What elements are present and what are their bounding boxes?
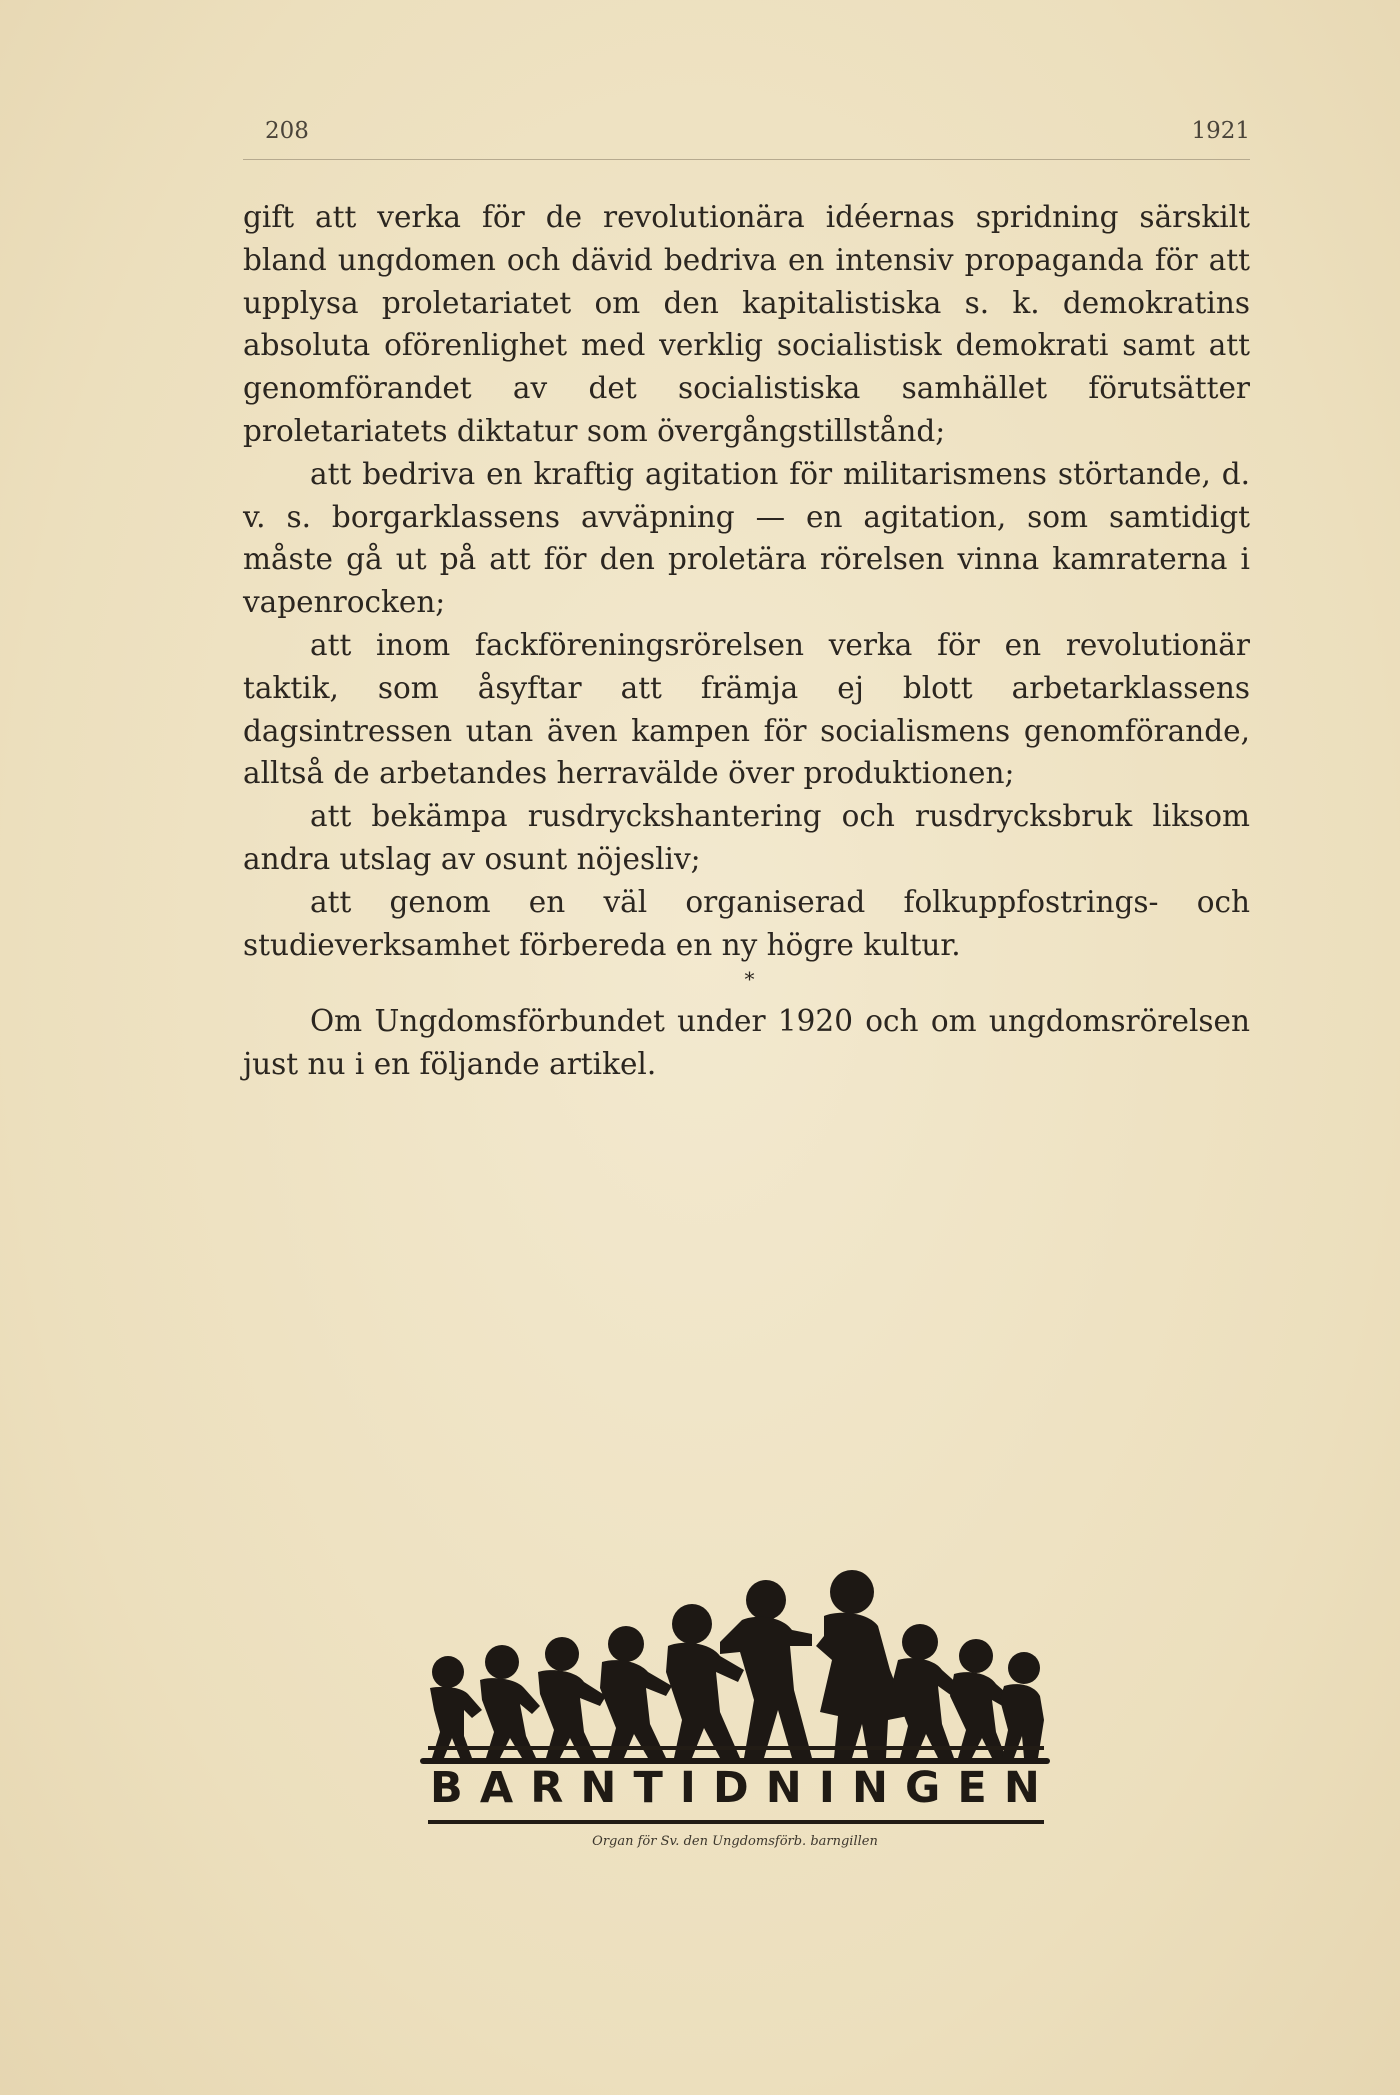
masthead-letter: N: [1003, 1763, 1040, 1813]
masthead-letter: N: [580, 1763, 617, 1813]
closing-note: Om Ungdomsförbundet under 1920 och om ungdomsrörelsen just nu i en följande artikel.: [243, 1004, 1250, 1082]
masthead-letter: N: [851, 1763, 888, 1813]
masthead-letter: R: [530, 1763, 564, 1813]
page-number: 208: [265, 118, 309, 144]
paragraph: att inom fackföreningsrörelsen verka för en revolutionär taktik, som åsyftar att främja ej blott arbetarklassens dagsintressen utan även kampen för socialismens genomförande, alltså de arbetandes herravälde över produktionen;: [243, 627, 1250, 791]
masthead-letter: A: [479, 1763, 514, 1813]
paragraph: att genom en väl organiserad folkuppfostrings- och studieverksamhet förbereda en ny högre kultur.: [243, 884, 1250, 962]
masthead-letter: B: [430, 1763, 463, 1813]
masthead-letter: E: [957, 1763, 987, 1813]
masthead-title: [420, 1758, 1050, 1818]
masthead-rule-bottom: [428, 1820, 1044, 1824]
paragraph: att bedriva en kraftig agitation för militarismens störtande, d. v. s. borgarklassens avväpning — en agitation, som samtidigt måste gå ut på att för den proletära rörelsen vinna kamraterna i vapenrocken;: [243, 456, 1250, 620]
masthead-subtitle: Organ för Sv. den Ungdomsförb. barngillen: [592, 1834, 878, 1849]
header-rule: [243, 159, 1250, 160]
page-header: [243, 118, 1250, 158]
article-body: [243, 196, 1250, 1086]
masthead-letter: D: [713, 1763, 749, 1813]
masthead-letter: N: [765, 1763, 802, 1813]
masthead-letter: I: [679, 1763, 696, 1813]
masthead-letter: T: [633, 1763, 663, 1813]
masthead-letter: G: [905, 1763, 941, 1813]
masthead-rule-top: [428, 1746, 1044, 1750]
masthead-letter: I: [818, 1763, 835, 1813]
paragraph: att bekämpa rusdryckshantering och rusdrycksbruk liksom andra utslag av osunt nöjesliv;: [243, 799, 1250, 876]
section-separator: *: [744, 967, 755, 992]
year-label: 1921: [1191, 118, 1250, 144]
paragraph: gift att verka för de revolutionära idéernas spridning särskilt bland ungdomen och dävid bedriva en intensiv propaganda för att upplysa proletariatet om den kapitalistiska s. k. demokratins absoluta oförenlighet med verklig socialistisk demokrati samt att genomförandet av det socialistiska samhället förutsätter proletariatets diktatur som övergångstillstånd;: [243, 200, 1250, 448]
